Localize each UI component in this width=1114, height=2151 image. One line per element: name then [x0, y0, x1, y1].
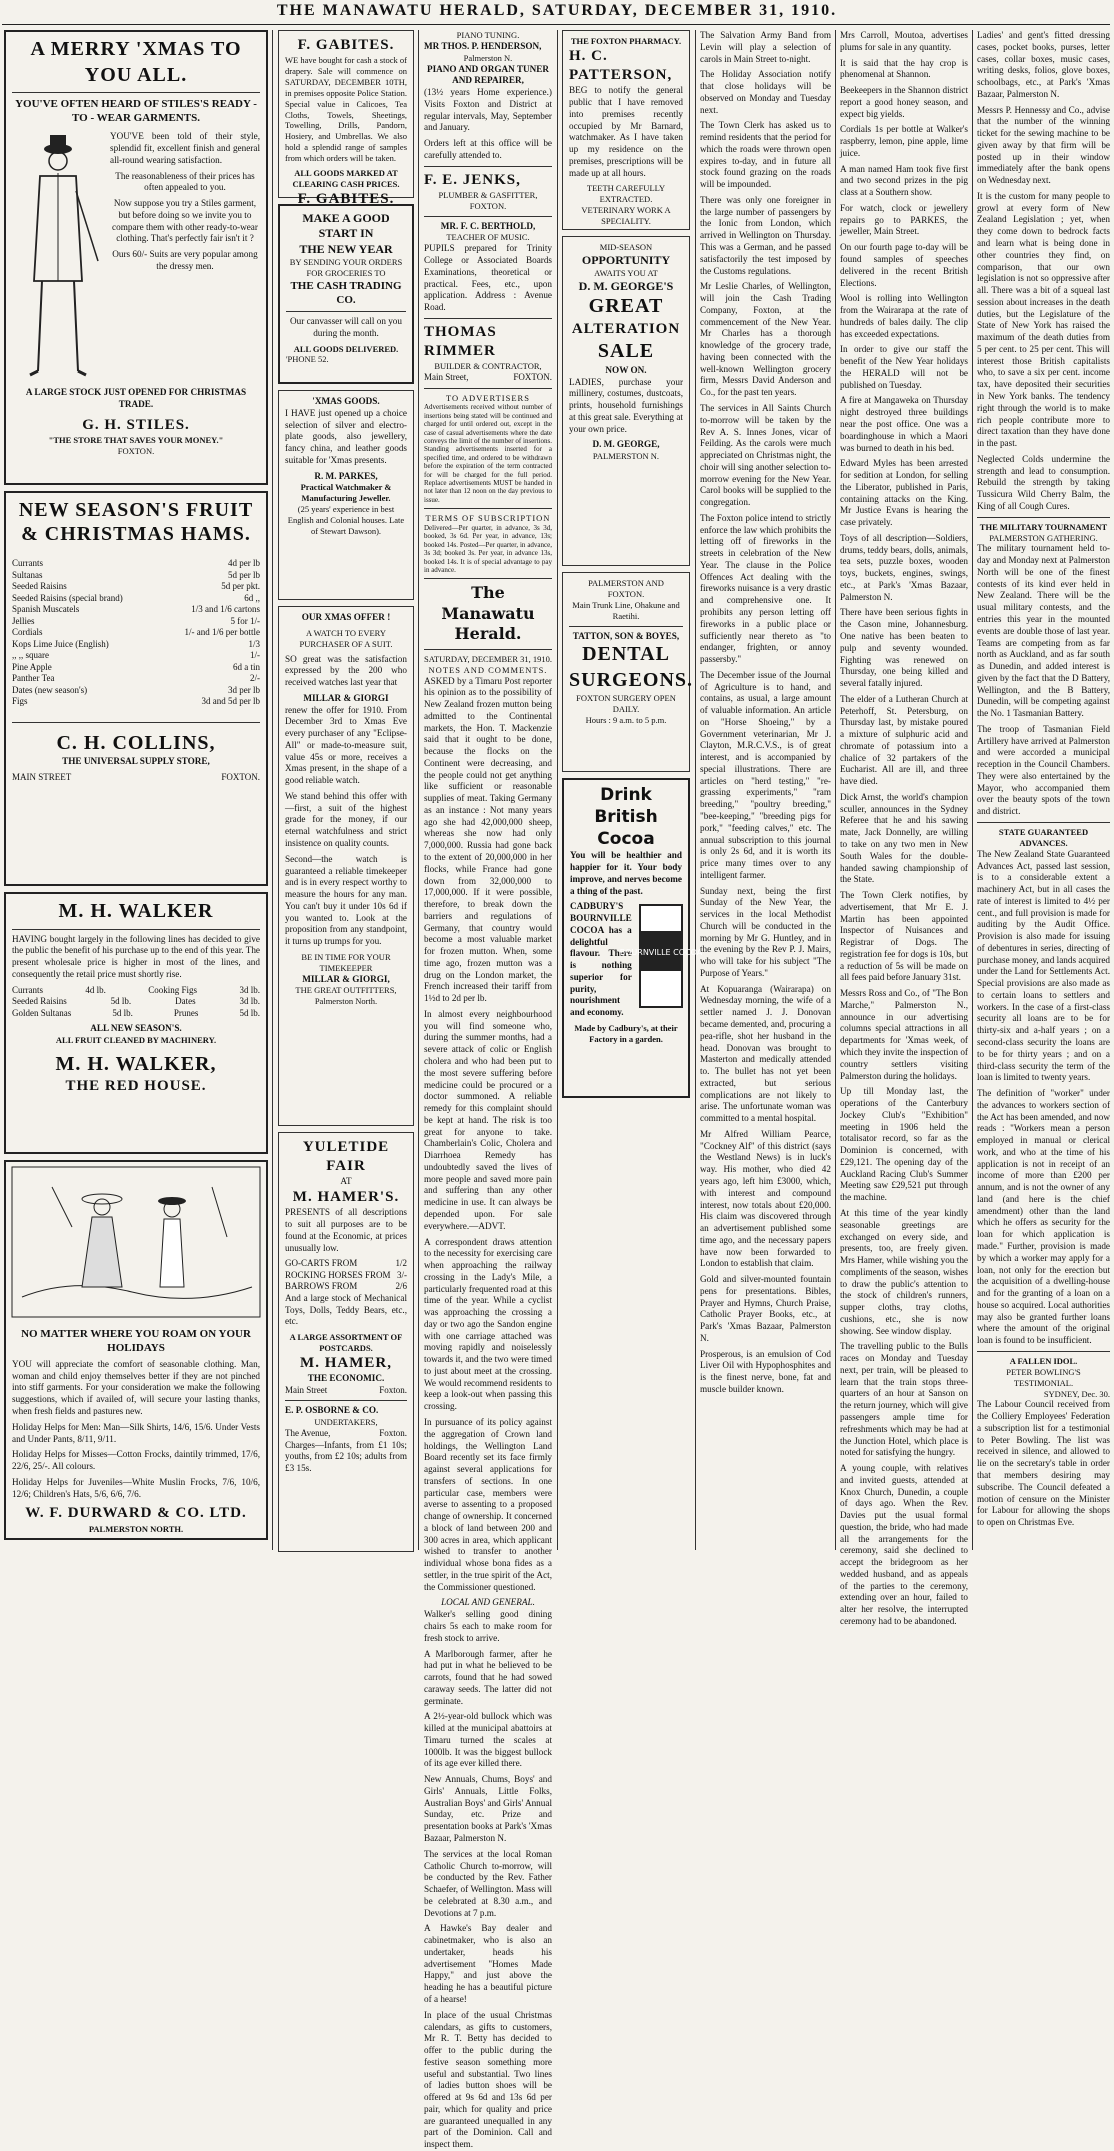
- collins-store: THE UNIVERSAL SUPPLY STORE,: [62, 756, 210, 767]
- route-label: PALMERSTON AND FOXTON.: [588, 578, 664, 599]
- advertisers-title: TO ADVERTISERS: [446, 392, 530, 403]
- col4-p10: At Kopuaranga (Wairarapa) on Wednesday morning, the wife of a settler named J. J. Donovan became demented, and, procuring a pea-rifle, shot her husband in the head. Donovan was brought to Masterton and medically attended to. The bullet has not yet been extracted, but serious complications are not likely to arise. The unfortunate woman was committed to a mental hospital.: [700, 983, 831, 1124]
- berthold-name: MR. F. C. BERTHOLD,: [440, 220, 536, 231]
- walker-advert: [4, 892, 268, 1154]
- durward-line-2: Holiday Helps for Misses—Cotton Frocks, daintily trimmed, 17/6, 22/6, 25/-. All colours.: [12, 1449, 260, 1472]
- stiles-tagline: "THE STORE THAT SAVES YOUR MONEY.": [48, 435, 224, 446]
- col4-p9: Sunday next, being the first Sunday of the New Year, the services in the local Methodist Church will be conducted in the morning by Mr G. Huntley, and in the evening by the Rev P. J. Mairs, who will take for his subject "The Purpose of Years.": [700, 885, 831, 978]
- osborne-name: E. P. OSBORNE & CO.: [285, 1405, 379, 1416]
- subscription-body: Delivered—Per quarter, in advance, 3s 3d, booked, 3s 6d. Per year, in advance, 13s; booked 14s. Posted—Per quarter, in advance, 3s 3d; booked 3s. Per year, in advance 13s, booked 14s. It is of special advantage to pay in advance.: [424, 524, 552, 574]
- col5-p11: Edward Myles has been arrested for sedition at London, for selling the Liberator, published in Paris, containing attacks on the King. Mr Justice Evans is hearing the case privately.: [840, 458, 968, 528]
- col4-p13: Prosperous, is an emulsion of Cod Liver Oil with Hypophosphites and is the finest nerve, bone, fat and muscle builder known.: [700, 1348, 831, 1394]
- col4-p2: The Holiday Association notify that close holidays will be observed on Monday and Tuesday next.: [700, 69, 831, 115]
- tournament-heading: THE MILITARY TOURNAMENT: [979, 521, 1108, 532]
- herald-p3: A correspondent draws attention to the necessity for exercising care when approaching the railway crossing in the Lady's Mile, a particularly frequented road at this time of the year. While a cyclist was approaching the crossing a day or two ago the Sandon engine with one carriage attached was moving rapidly and noiselessly towards it, and the two were timed to just about meet at the crossing. We would recommend residents to keep a look-out when passing this crossing.: [424, 1236, 552, 1412]
- walker-price-list: Currants 4d lb. Cooking Figs 3d lb. Seeded Raisins 5d lb. Dates 3d lb. Golden Sultanas 5d lb. Prunes 5d lb.: [12, 984, 260, 1018]
- hamer-name: M. HAMER,: [300, 1354, 392, 1371]
- parkes-trade: Practical Watchmaker & Manufacturing Jeweller.: [300, 482, 392, 504]
- column-divider: [695, 30, 696, 1550]
- stiles-p4: Ours 60/- Suits are very popular among the dressy men.: [112, 249, 258, 271]
- column-divider: [418, 30, 419, 1550]
- walker-name: M. H. WALKER,: [55, 1052, 217, 1075]
- walker-house: THE RED HOUSE.: [65, 1078, 207, 1095]
- herald-p4: In pursuance of its policy against the aggregation of Crown land holdings, the Wellington Land Board recently set its face firmly against several applications for transfers of sections. In one particular case, members were averse to assenting to a proposed change of ownership. It concerned a block of land between 200 and 300 acres in area, which applicant wished to transfer to another individual whose bona fides as a settler, in the true spirit of the Act, the Commissioner questioned.: [424, 1416, 552, 1592]
- col6-p1: Ladies' and gent's fitted dressing cases, pocket books, purses, letter cases, collar boxes, music cases, writing desks, folios, glove boxes, schoolbags, etc., at Park's 'Xmas Bazaar, Palmerston N.: [977, 30, 1110, 99]
- henderson-town: Palmerston N.: [463, 52, 513, 63]
- column-5: [840, 30, 968, 1626]
- dental-name: TATTON, SON & BOYES,: [572, 630, 680, 641]
- col5-p6: For watch, clock or jewellery repairs go to PARKES, the jeweller, Main Street.: [840, 202, 968, 237]
- george-line-2: OPPORTUNITY: [581, 252, 671, 267]
- cash-line-3: BY SENDING YOUR ORDERS FOR GROCERIES TO: [289, 257, 403, 278]
- col4-p4: There was only one foreigner in the large number of passengers by the Ionic from London, which arrived in Wellington on Thursday. This was a German, and he passed satisfactorily the test imposed by the Customs regulations.: [700, 194, 831, 276]
- masthead: THE MANAWATU HERALD, SATURDAY, DECEMBER 31, 1910.: [276, 2, 838, 19]
- hamer-more: And a large stock of Mechanical Toys, Dolls, Teddy Bears, etc., etc.: [285, 1292, 407, 1327]
- george-advert: [562, 236, 690, 566]
- hamer-line-1: YULETIDE: [302, 1139, 390, 1155]
- stiles-p1: YOU'VE been told of their style, splendid fit, excellent finish and general all-round wearing satisfaction.: [110, 131, 260, 165]
- cash-trading-advert: [278, 204, 414, 384]
- column-4: [700, 30, 831, 1550]
- dental-advert: [562, 572, 694, 772]
- osborne-trade: UNDERTAKERS,: [314, 1417, 378, 1428]
- hamer-body: PRESENTS of all descriptions to suit all purposes are to be found at the Economic, at prices unusually low.: [285, 1207, 407, 1253]
- col5-p15: Dick Arnst, the world's champion sculler, announces in the Sydney Referee that he and his sawing mate, Jack Donnelly, are willing to take on any two men in New South Wales for the double-handed sawing championship of the State.: [840, 791, 968, 885]
- george-line-3: AWAITS YOU AT: [594, 268, 658, 279]
- patterson-body: BEG to notify the general public that I have removed into premises recently occupied by Mr Barnard, watchmaker. As I have taken up my residence on the premises, prescriptions will be made up at all hours.: [569, 85, 683, 178]
- route-label-2: Main Trunk Line, Ohakune and Raetihi.: [572, 599, 680, 621]
- millar-name: MILLAR & GIORGI: [303, 692, 389, 703]
- hamer-eco: THE ECONOMIC.: [307, 1373, 385, 1384]
- hamer-line-2: FAIR: [326, 1158, 366, 1175]
- gathering-heading: PALMERSTON GATHERING.: [989, 532, 1098, 543]
- col5-p18: Up till Monday last, the operations of the Canterbury Jockey Club's "Exhibition" meeting in 1906 held the totalisator record, so far as the Dominion is concerned, with £29,121. The opening day of the Auckland Racing Club's Summer Meeting saw £29,521 put through the machine.: [840, 1086, 968, 1203]
- patterson-teeth: TEETH CAREFULLY EXTRACTED.: [586, 183, 666, 205]
- george-line-5: GREAT: [588, 295, 664, 318]
- col5-p3: Beekeepers in the Shannon district report a good honey season, and expect big yields.: [840, 85, 968, 119]
- collins-title: NEW SEASON'S FRUIT & CHRISTMAS HAMS.: [18, 499, 254, 545]
- col5-p21: A young couple, with relatives and invited guests, attended at Knox Church, Dunedin, a couple of days ago. When the Rev. Davies put the usual formal question, the bride, who had made all the arrangements for the ceremony, said she declined to accept the bridegroom as her wedded husband, and as appeals of the parties to the ceremony, extending over an hour, failed to alter her resolve, the interrupted ceremony had to be abandoned.: [840, 1463, 968, 1626]
- herald-p10: A Hawke's Bay dealer and cabinetmaker, who is also an undertaker, heads his advertisement "Homes Made Happy," and just above the heading he has a beautiful picture of a hearse!: [424, 1923, 552, 2004]
- masthead-rule: [2, 24, 1110, 25]
- col5-p9: In order to give our staff the benefit of the New Year holidays the HERALD will not be published on Tuesday.: [840, 344, 968, 390]
- walker-machinery: ALL FRUIT CLEANED BY MACHINERY.: [55, 1034, 217, 1045]
- parkes-advert: [278, 390, 414, 600]
- henderson-tuning: PIANO TUNING.: [456, 30, 520, 40]
- cocoa-tin-icon: [619, 901, 703, 1011]
- column-divider: [972, 30, 973, 1550]
- cash-line-4: THE CASH TRADING CO.: [290, 279, 402, 306]
- herald-p2: In almost every neighbourhood you will find someone who, during the summer months, had a severe attack of colic or English cholera and who had been put to the most severe suffering before medicine could be procured or a doctor summoned. A reliable remedy for this complaint should be kept at hand. The risk is too great for anyone to take. Chamberlain's Colic, Cholera and Diarrhoea Remedy has undoubtedly saved the lives of more people and saved more pain and suffering than any other medicine in use. It can always be depended upon. For sale everywhere.—ADVT.: [424, 1008, 552, 1231]
- col5-p7: On our fourth page to-day will be found samples of speeches delivered in the recent British Elections.: [840, 242, 968, 288]
- col5-p13: There have been serious fights in the Cason mine, Johannesburg. One native has been beaten to pulp and seventy wounded. Fighting was renewed on Thursday, one being killed and several fatally injured.: [840, 607, 968, 689]
- advertisers-body: Advertisements received without number of insertions being stated will be continued and charged for until ordered out, except in the case of casual advertisements where the date conveys the limit of the number of insertions. Standing advertisements inserted for a specified time, and ordered to be withdrawn before the expiration of the term contracted for will be charged for the full period. Replace advertisements MUST be handed in not later than 12 noon on the day previous to issue.: [424, 403, 552, 504]
- collins-advert: [4, 491, 268, 886]
- cocoa-p1: You will be healthier and happier for it. Your body improve, and nerves become a thing of the past.: [570, 850, 682, 896]
- col5-p17: Messrs Ross and Co., of "The Bon Marche," Palmerston N., announce in our advertising columns special attractions in all departments for 'Xmas week, of which they invite the inspection of country settlers visiting Palmerston during the holidays.: [840, 988, 968, 1081]
- collins-name: C. H. COLLINS,: [56, 731, 216, 754]
- herald-p8: New Annuals, Chums, Boys' and Girls' Annuals, Little Folks, Australian Boys' and Girls' Annual Sunday, etc. Prize and presentation books at Park's 'Xmas Bazaar, Palmerston N.: [424, 1774, 552, 1844]
- column-3: PIANO TUNING. MR THOS. P. HENDERSON, Palmerston N. PIANO AND ORGAN TUNER AND REPAIRER, (13½ years Home experience.) Visits Foxton and District at regular intervals, May, September and January. Orders left at this office will be carefully attended to. F. E. JENKS, PLUMBER & GASFITTER, FOXTON. MR. F. C. BERTHOLD, TEACHER OF MUSIC. PUPILS prepared for Trinity College or Associated Boards Examinations, theoretical or practical. Fees, etc., upon application. Address : Avenue Road. THOMAS RIMMER BUILDER & CONTRACTOR, Main Street, FOXTON. TO ADVERTISERS Advertisements received without number of insertions being stated will be continued and charged for until ordered out, except in the case of casual advertisements where the date conveys the limit of the number of insertions. Standing advertisements inserted for a specified time, and ordered to be withdrawn before the expiration of the term contracted for will be charged for the full period. Replace advertisements MUST be handed in not later than 12 noon on the day previous to issue. TERMS OF SUBSCRIPTION Delivered—Per quarter, in advance, 3s 3d, booked, 3s 6d. Per year, in advance, 13s; booked 14s. Posted—Per quarter, in advance, 3s 3d; booked 3s. Per year, in advance 13s, booked 14s. It is of special advantage to pay in advance. The Manawatu Herald. SATURDAY, DECEMBER 31, 1910. NOTES AND COMMENTS. ASKED by a Timaru Post reporter his opinion as to the possibility of New Zealand frozen mutton being admitted to the Continental markets, the Hon. T. Mackenzie said that it ought to be done, because the flocks on the Continent were decreasing, and the people could not get anything like sufficient or reasonable supplies of meat. Taking Germany as an instance : Not many years ago she had 42,000,000 sheep, whereas she now had only 7,000,000. Russia had gone back to the extent of 20,000,000 in her flocks, while France had gone down from 32,000,000 to 17,000,000. If it were possible, therefore, to break down the barriers and regulations of Germany, that country would become a most valuable market for frozen mutton. When, some time ago, frozen mutton was a drug on the London market, the French increased their tariff from 1½d to 2d per lb. In almost every neighbourhood you will find someone who, during the summer months, had a severe attack of colic or English cholera and who had been put to the most severe suffering before medicine could be procured or a doctor summoned. A reliable remedy for this complaint should be kept at hand. The risk is too great for anyone to take. Chamberlain's Colic, Cholera and Diarrhoea Remedy has undoubtedly saved the lives of more people and saved more pain and suffering than any other medicine in use. It can always be depended upon. For sale everywhere.—ADVT. A correspondent draws attention to the necessity for exercising care when approaching the railway crossing in the Lady's Mile, a particularly frequented road at this time of the year. While a cyclist was approaching the crossing a day or two ago the Sandon engine with one carriage attached was moving rapidly and noiselessly towards it, and the two were timed to just about meet at the crossing. We would recommend residents to keep a look-out when passing this crossing. In pursuance of its policy against the aggregation of Crown land holdings, the Wellington Land Board recently set its face firmly against several applications for transfers of sections. In one particular case, members were averse to assenting to a proposed change of ownership. It concerned a block of land between 200 and 300 acres in area, which applicant wished to transfer to another individual whose bona fides as a settler, in the true spirit of the Act, the Commissioner questioned. LOCAL AND GENERAL. Walker's selling good dining chairs 5s each to make room for fresh stock to arrive. A Marlborough farmer, after he had put in what he believed to be carrots, found that he had sowed caraway seeds. The latter did not germinate. A 2½-year-old bullock which was killed at the municipal abattoirs at Timaru turned the scales at 1000lb. It was the biggest bullock of its age ever killed there. New Annuals, Chums, Boys' and Girls' Annuals, Little Folks, Australian Boys' and Girls' Annual Sunday, etc. Prize and presentation books at Park's 'Xmas Bazaar, Palmerston N. The services at the local Roman Catholic Church to-morrow, will be conducted by the Rev. Father Schaefer, of Wellington. Mass will be celebrated at 8.30 a.m., and Devotions at 7 p.m. A Hawke's Bay dealer and cabinetmaker, who is also an undertaker, heads his advertisement "Homes Made Happy," and just above the heading he has a beautiful picture of a hearse! In place of the usual Christmas calendars, as gifts to customers, Mr R. T. Betty has decided to offer to the public during the festive season something more useful and substantial. Two lines of ladies button shoes will be offered at 9s 6d and 13s 6d per pair, which for quality and price are guaranteed unequalled in any part of the Dominion. Call and inspect them.: [424, 30, 552, 2150]
- hamer-line-3: AT: [340, 1176, 352, 1187]
- henderson-exp: (13½ years Home experience.) Visits Foxton and District at regular intervals, May, September and January.: [424, 87, 552, 133]
- cash-delivered: ALL GOODS DELIVERED.: [293, 343, 399, 354]
- parkes-title: 'XMAS GOODS.: [312, 396, 380, 406]
- col4-p8: The December issue of the Journal of Agriculture is to hand, and contains, as usual, a large amount of valuable information. An article on "Horse Shoeing," by a Government veterinarian, Mr J. Clayton, M.R.C.V.S., is of great interest, and is accompanied by special illustrations. There are articles on "herd testing," "re-grassing experiments," "ram breeding," "poultry breeding," "bee-keeping," "breeding pigs for pork," "feeding calves," etc. The annual subscription to this journal is only 2s 6d, and it is worth its price many times over to any intelligent farmer.: [700, 669, 831, 880]
- george-line-4: D. M. GEORGE'S: [578, 279, 674, 294]
- column-divider: [272, 30, 273, 1550]
- millar-sub: A WATCH TO EVERY PURCHASER OF A SUIT.: [299, 627, 393, 649]
- herald-p6: A Marlborough farmer, after he had put in what he believed to be carrots, found that he had sowed caraway seeds. The latter did not germinate.: [424, 1648, 552, 1706]
- rimmer-trade: BUILDER & CONTRACTOR,: [434, 361, 542, 372]
- jenks-trade: PLUMBER & GASFITTER,: [438, 189, 538, 200]
- herald-p1: ASKED by a Timaru Post reporter his opinion as to the possibility of New Zealand frozen mutton being admitted to the Continental markets, the Hon. T. Mackenzie said that it ought to be done, because the flocks on the Continent were decreasing, and the people could not get anything like sufficient or reasonable supplies of meat. Taking Germany as an instance : Not many years ago she had 42,000,000 sheep, whereas she now had only 7,000,000. Russia had gone back to the extent of 20,000,000 in her flocks, while France had gone down from 32,000,000 to 17,000,000. If it were possible, therefore, to break down the barriers and regulations of Germany, that country would become a most valuable market for frozen mutton. When, some time ago, frozen mutton was a drug on the London market, the French increased their tariff from 1½d to 2d per lb.: [424, 675, 552, 1004]
- col5-p16: The Town Clerk notifies, by advertisement, that Mr E. J. Martin has been appointed Inspector of Nuisances and Registrar of Dogs. The registration fee for dogs is 10s, but a reduction of 5s will be made on all fees paid before January 31st.: [840, 890, 968, 983]
- col5-p2: It is said that the hay crop is phenomenal at Shannon.: [840, 57, 968, 80]
- col6-p2: Messrs P. Hennessy and Co., advise that the number of the winning ticket for the sewing machine to be given away by that firm will be posted up in their window immediately after the bank opens on Wednesday next.: [977, 104, 1110, 186]
- holiday-couple-illustration-icon: [12, 1167, 260, 1317]
- collins-town: FOXTON.: [221, 772, 260, 783]
- osborne-charges: Charges—Infants, from £1 10s; youths, from £2 10s; adults from £3 15s.: [285, 1439, 407, 1474]
- patterson-vet: VETERINARY WORK A SPECIALITY.: [581, 205, 671, 226]
- walker-body: HAVING bought largely in the following lines has decided to give the public the benefit of his purchase up to the end of this year. The present wholesale price is higher in most of the lines, and consequently the retail price must shortly rise.: [12, 933, 260, 979]
- henderson-orders: Orders left at this office will be carefully attended to.: [424, 138, 552, 160]
- cash-p1: Our canvasser will call on you during the month.: [289, 315, 402, 338]
- patterson-name: H. C. PATTERSON,: [569, 47, 673, 84]
- jenks-town: FOXTON.: [469, 200, 507, 211]
- col4-p11: Mr Alfred William Pearce, "Cockney Alf" of this district (says the Westland News) is in luck's way. His mother, who died 42 years ago, left him £3000, which, with interest and compound interest, now totals about £20,000. His claim was discovered through an advertisement published some time ago, and the necessary papers have now been forwarded to London to establish that claim.: [700, 1128, 831, 1269]
- col4-p6: The services in All Saints Church to-morrow will be taken by the Rev A. S. Innes Jones, vicar of Feilding. As the carols were much appreciated on Christmas night, the choir will sing another selection to-morrow evening for the New Year. Carol books will be supplied to the congregation.: [700, 402, 831, 508]
- bowling-heading: PETER BOWLING'S TESTIMONIAL.: [1006, 1366, 1081, 1388]
- hamer-line-4: M. HAMER'S.: [292, 1189, 400, 1206]
- collins-street: MAIN STREET: [12, 772, 72, 783]
- parkes-name: R. M. PARKES,: [314, 470, 378, 481]
- idol-heading: A FALLEN IDOL.: [1009, 1355, 1078, 1366]
- col4-p1: The Salvation Army Band from Levin will play a selection of carols in Main Street to-night.: [700, 30, 831, 64]
- col5-p20: The travelling public to the Bulls races on Monday and Tuesday next, per train, will be pleased to learn that the train stops three-quarters of an hour at Sanson on the return journey, which will give passengers ample time for refreshments which may be had at the Junction Hotel, which place is noted for satisfying the hungry.: [840, 1341, 968, 1458]
- herald-date: SATURDAY, DECEMBER 31, 1910.: [424, 653, 552, 664]
- berthold-trade: TEACHER OF MUSIC.: [446, 232, 530, 243]
- col5-p19: At this time of the year kindly seasonable greetings are exchanged on every side, and presents, too, are freely given. Mrs Hamer, while wishing you the compliments of the season, wishes to draw the public's attention to the stock of children's runners, supper cloths, tray cloths, cushions, etc., she is now showing. See window display.: [840, 1207, 968, 1336]
- col6-p9: The Labour Council received from the Colliery Employees' Federation a subscription list for a testimonial to Peter Bowling. The list was received in silence, and allowed to lie on the secretary's table in order that members desiring may subscribe. The Council defeated a motion of censure on the Minister for Labour for allowing the shops to open on Christmas Eve.: [977, 1399, 1110, 1528]
- herald-p5: Walker's selling good dining chairs 5s each to make room for fresh stock to arrive.: [424, 1609, 552, 1643]
- herald-title: The Manawatu Herald.: [441, 583, 535, 644]
- col6-p7: The New Zealand State Guaranteed Advances Act, passed last session, is to a considerable extent a machinery Act, but in all cases the rate of interest is limited to 4½ per cent., and full provision is made for auditing by the Audit Office. Provision is also made for issuing of debentures in series, directing of purchase money, and lands acquired under the Land for Settlements Act. Special provisions are also made as to certain loans to settlers and workers. In the case of a first-class security all loans are to be for thirty-six and a-half years ; on a second-class security the loans are to be for thirty years ; and on a third-class security the term of the loan is limited to twenty years.: [977, 848, 1110, 1083]
- col6-p5: The military tournament held to-day and Monday next at Palmerston North will be one of the finest contests of its kind ever held in New Zealand. There will be the usual military contests, and the entries this year in the mounted events are double those of last year. Teams are competing from as far north as Auckland, and as far south as Dunedin, and added interest is given by the fact that the D Battery, Wellington, and the B Battery, Dunedin, will be competing against the No. 1 Tasmanian Battery.: [977, 543, 1110, 719]
- walker-season: ALL NEW SEASON'S.: [90, 1023, 182, 1034]
- herald-p7: A 2½-year-old bullock which was killed at the municipal abattoirs at Timaru turned the scales at 1000lb. It was the biggest bullock of its age ever killed there.: [424, 1711, 552, 1769]
- parkes-exp: (25 years' experience in best English and Colonial houses. Late of Stewart Dawson).: [287, 504, 405, 536]
- col6-p3: It is the custom for many people to growl at every form of New Zealand Legislation ; yet, when they come down to bedrock facts and learn what is being done in other countries they find, on comparison, that our own legislation is not so oppressive after all. There was a bit of a squeal last session about increases in the death duties, but the Legislature of the State of New York has raised the maximum of the death duties from 5 per cent. to 25 per cent. This will interest those British capitalists who, to save a six per cent. income tax, have deposited their securities in New York banks. The tendency right through the world is to make rich people contribute more to direct taxation than they have done in the past.: [977, 190, 1110, 449]
- sydney-dateline: SYDNEY, Dec. 30.: [1043, 1388, 1110, 1399]
- column-2: [278, 30, 414, 1550]
- rimmer-name: THOMAS RIMMER: [424, 323, 497, 359]
- dental-title: DENTAL SURGEONS.: [569, 643, 694, 691]
- dental-hours: Hours : 9 a.m. to 5 p.m.: [585, 715, 667, 726]
- millar-timekeeper: BE IN TIME FOR YOUR TIMEKEEPER: [301, 951, 391, 973]
- patterson-pharmacy: THE FOXTON PHARMACY.: [570, 36, 682, 46]
- cash-phone: 'PHONE 52.: [286, 354, 329, 365]
- column-3b: [562, 30, 703, 1550]
- george-body: LADIES, purchase your millinery, costumes, dustcoats, prints, household furnishings at this great sale. Everything at your own price.: [569, 376, 683, 434]
- stiles-name: G. H. STILES.: [82, 416, 190, 433]
- walker-title: M. H. WALKER: [58, 900, 214, 922]
- henderson-name: MR THOS. P. HENDERSON,: [424, 40, 542, 51]
- cocoa-title: Drink British Cocoa: [594, 785, 658, 849]
- state-heading: STATE GUARANTEED ADVANCES.: [998, 826, 1089, 848]
- col6-p8: The definition of "worker" under the advances to workers section of the Act has been amended, and now reads : "Workers mean a person employed in manual or clerical work, and who at the time of his application is not in receipt of an income of more than £200 per annum, and is not the owner of any land (and here is the chief amendment) other than the land which he offers as security for the loan for which application is made." Further, provision is made by which a worker may apply for a loan, not only for the erection but the acquisition of a dwelling-house and for the granting of a loan on a house so acquired. Local authorities may also be granted further loans where the amount of the original loan is found to be insufficient.: [977, 1088, 1110, 1346]
- george-line-7: SALE: [597, 340, 655, 363]
- hamer-cards: A LARGE ASSORTMENT OF POSTCARDS.: [289, 1332, 403, 1354]
- col4-p7: The Foxton police intend to strictly enforce the law which prohibits the letting off of fireworks in the streets in celebration of the New Year. The clause in the Police Offences Act dealing with the fireworks nuisance is a very drastic and comprehensive one. It prohibits any person letting off fireworks in a public place or sufficiently near thereto as "to endanger, frighten, or annoy passersby.": [700, 512, 831, 665]
- hamer-advert: YULETIDE FAIR AT M. HAMER'S. PRESENTS of all descriptions to suit all purposes are to be found at the Economic, at prices unusually low. GO-CARTS FROM 1/2 ROCKING HORSES FROM 3/- BARROWS FROM 2/6 And a large stock of Mechanical Toys, Dolls, Teddy Bears, etc., etc. A LARGE ASSORTMENT OF POSTCARDS. M. HAMER, THE ECONOMIC. Main Street Foxton. E. P. OSBORNE & CO. UNDERTAKERS, The Avenue, Foxton. Charges—Infants, from £1 10s; youths, from £2 10s; adults from £3 15s.: [278, 1132, 414, 1552]
- george-line-6: ALTERATION: [571, 321, 681, 338]
- col5-p8: Wool is rolling into Wellington from the Wairarapa at the rate of hundreds of bales daily. The clip has exceeded expectations.: [840, 293, 968, 339]
- millar-title: OUR XMAS OFFER !: [301, 612, 391, 622]
- col5-p14: The elder of a Lutheran Church at Peterhoff, St. Petersburg, on Thursday last, by mistake poured a mixture of sulphuric acid and chromate of potassium into a chalice of 32 partakers of the Eucharist. All are ill, and three have died.: [840, 693, 968, 787]
- col5-p1: Mrs Carroll, Moutoa, advertises plums for sale in any quantity.: [840, 30, 968, 52]
- berthold-body: PUPILS prepared for Trinity College or Associated Boards Examinations, theoretical or practical. Fees, etc., upon application. Address : Avenue Road.: [424, 243, 552, 313]
- col4-p5: Mr Leslie Charles, of Wellington, will join the Cash Trading Company, Foxton, at the commencement of the New Year. Mr Charles has a thorough knowledge of the grocery trade, having been connected with the well-known Wellington grocery firm, Messrs David Anderson and Co., for the past ten years.: [700, 281, 831, 398]
- stiles-stock: A LARGE STOCK JUST OPENED FOR CHRISTMAS TRADE.: [25, 387, 247, 410]
- durward-line-3: Holiday Helps for Juveniles—White Muslin Frocks, 7/6, 10/6, 12/6; Children's Hats, 5/6, 6/6, 7/6.: [12, 1476, 260, 1499]
- henderson-advert: [424, 30, 552, 162]
- durward-name: W. F. DURWARD & CO. LTD.: [25, 1505, 247, 1522]
- subscription-title: TERMS OF SUBSCRIPTION: [425, 513, 551, 524]
- millar-p4: Second—the watch is guaranteed a reliable timekeeper and is in every respect worthy to measure the hours for any man. You can't buy it under 10s 6d if you wanted to. Look at the proposition from any standpoint, it turns up trumps for you.: [285, 853, 407, 947]
- jenks-name: F. E. JENKS,: [424, 171, 521, 188]
- parkes-body: I HAVE just opened up a choice selection of silver and electro-plate goods, also jewellery, fancy china, and leather goods suitable for 'Xmas presents.: [285, 407, 407, 465]
- gabites-title: F. GABITES.: [297, 37, 395, 53]
- gabites-advert: [278, 30, 414, 207]
- cocoa-factory: Made by Cadbury's, at their Factory in a garden.: [574, 1022, 678, 1044]
- col4-p3: The Town Clerk has asked us to remind residents that the period for which the roads were thrown open expires to-day, and in future all stock found grazing on the roads will be impounded.: [700, 120, 831, 190]
- gabites-body: WE have bought for cash a stock of drapery. Sale will commence on SATURDAY, DECEMBER 10TH, in premises opposite Police Station. Special value in Calicoes, Tea Cloths, Towels, Sheetings, Towelling, Drills, Pandorn, Hosiery, and Umbrellas. We also hold a splendid range of samples from which orders will be taken.: [285, 55, 407, 164]
- durward-body: YOU will appreciate the comfort of seasonable clothing. Man, woman and child enjoy themselves better if they are not pinched into stiff garments. For your consideration we make the following suggestions, which if availed of, will secure your lasting thanks, when fresh fields and pastures new.: [12, 1358, 260, 1416]
- col5-p12: Toys of all description—Soldiers, drums, teddy bears, dolls, animals, tea sets, puzzle boxes, wooden toys, buckets, engines, swings, etc., at Park's 'Xmas Bazaar, Palmerston N.: [840, 532, 968, 602]
- gabites-name: F. GABITES.: [297, 190, 395, 207]
- millar-name-2: MILLAR & GIORGI,: [302, 973, 390, 984]
- herald-p9: The services at the local Roman Catholic Church to-morrow, will be conducted by the Rev. Father Schaefer, of Wellington. Mass will be celebrated at 8.30 a.m., and Devotions at 7 p.m.: [424, 1848, 552, 1918]
- durward-town: PALMERSTON NORTH.: [88, 1523, 184, 1534]
- millar-advert: [278, 606, 414, 1126]
- millar-outfit: THE GREAT OUTFITTERS,: [295, 985, 397, 996]
- gabites-marked: ALL GOODS MARKED AT CLEARING CASH PRICES.: [292, 167, 400, 189]
- stiles-p3: Now suppose you try a Stiles garment, but before doing so we invite you to compare them with other ready-to-wear clothing. That's perfectly fair isn't it ?: [112, 198, 258, 244]
- herald-p11: In place of the usual Christmas calendars, as gifts to customers, Mr R. T. Betty has decided to offer to the public during the festive season something more useful and substantial. Two lines of ladies button shoes will be offered at 9s 6d and 13s 6d per pair, which for quality and price are guaranteed unequalled in any part of the Dominion. Call and inspect them.: [424, 2009, 552, 2150]
- column-1: [4, 30, 268, 1550]
- durward-advert: [4, 1160, 268, 1540]
- millar-town: Palmerston North.: [314, 996, 378, 1007]
- cash-line-2: THE NEW YEAR: [299, 241, 393, 256]
- durward-title: NO MATTER WHERE YOU ROAM ON YOUR HOLIDAYS: [21, 1327, 251, 1354]
- stiles-p2: The reasonableness of their prices has often appealed to you.: [115, 170, 255, 193]
- cocoa-tin-label: BOURNVILLE COCOA: [619, 948, 703, 958]
- stiles-title: A MERRY 'XMAS TO YOU ALL.: [30, 38, 242, 86]
- stiles-town: FOXTON.: [117, 445, 155, 456]
- durward-line-1: Holiday Helps for Men: Man—Silk Shirts, 14/6, 15/6. Under Vests and Under Pants, 8/11, 9/11.: [12, 1421, 260, 1444]
- george-name: D. M. GEORGE,: [592, 439, 660, 450]
- cash-line-1: MAKE A GOOD START IN: [302, 211, 390, 241]
- dental-surgery: FOXTON SURGERY OPEN DAILY.: [576, 693, 676, 715]
- cocoa-advert: [562, 778, 703, 1098]
- col6-p6: The troop of Tasmanian Field Artillery have arrived at Palmerston and were accorded a municipal reception in the Council Chambers. They were also entertained by the Mayor, who accompanied them over the beauty spots of the town and district.: [977, 723, 1110, 817]
- herald-notes: NOTES AND COMMENTS.: [428, 664, 548, 675]
- column-6: [977, 30, 1110, 1550]
- col5-p4: Cordials 1s per bottle at Walker's raspberry, lemon, pine apple, lime juice.: [840, 124, 968, 158]
- stiles-subtitle: YOU'VE OFTEN HEARD OF STILES'S READY - TO - WEAR GARMENTS.: [15, 98, 257, 125]
- george-town: PALMERSTON N.: [592, 451, 660, 462]
- collins-price-list: Currants 4d per lb Sultanas 5d per lb Seeded Raisins 5d per pkt. Seeded Raisins (special brand) 6d ,, Spanish Muscatels 1/3 and 1/6 cartons Jellies 5 for 1/- Cordials 1/- and 1/6 per bottle Kops Lime Juice (English) 1/3 ,, ,, square 1/- Pine Apple 6d a tin Panther Tea 2/- Dates (new season's) 3d per lb Figs 3d and 5d per lb: [12, 558, 260, 707]
- gentleman-illustration-icon: [12, 131, 104, 381]
- cocoa-p2: CADBURY'S BOURNVILLE COCOA has a delightful flavour. There is nothing superior for purity, nourishment and economy.: [570, 901, 632, 1018]
- column-divider: [557, 30, 558, 1550]
- stiles-advert: [4, 30, 268, 485]
- column-divider: [835, 30, 836, 1550]
- millar-p1: SO great was the satisfaction expressed by the 200 who received watches last year that: [285, 653, 407, 688]
- patterson-advert: [562, 30, 690, 230]
- herald-local: LOCAL AND GENERAL.: [441, 1597, 535, 1608]
- millar-p3: We stand behind this offer with—first, a suit of the highest grade for the money, if our eternal watchfulness and strict insistence on quality counts.: [285, 790, 407, 848]
- george-line-8: NOW ON.: [605, 364, 647, 375]
- col5-p10: A fire at Mangaweka on Thursday night destroyed three buildings near the post office. One was a boardinghouse in which a Maori was burned to death in his bed.: [840, 395, 968, 453]
- col5-p5: A man named Ham took five first and two second prizes in the pig class at a Southern show.: [840, 163, 968, 198]
- george-line-1: MID-SEASON: [599, 242, 653, 252]
- henderson-trade: PIANO AND ORGAN TUNER AND REPAIRER,: [426, 63, 550, 86]
- col6-p4: Neglected Colds undermine the strength and lead to consumption. Rebuild the strength by taking Tussicura Wild Cherry Balm, the King of all Cough Cures.: [977, 453, 1110, 511]
- millar-p2: renew the offer for 1910. From December 3rd to Xmas Eve every purchaser of any "Eclipse-All" or made-to-measure suit, value 45s or more, receives a Xmas present, in the shape of a good reliable watch.: [285, 704, 407, 786]
- col4-p12: Gold and silver-mounted fountain pens for presentations. Bibles, Prayer and Hymns, Church Praise, Catholic Prayer Books, etc., at Park's 'Xmas Bazaar, Palmerston N.: [700, 1274, 831, 1343]
